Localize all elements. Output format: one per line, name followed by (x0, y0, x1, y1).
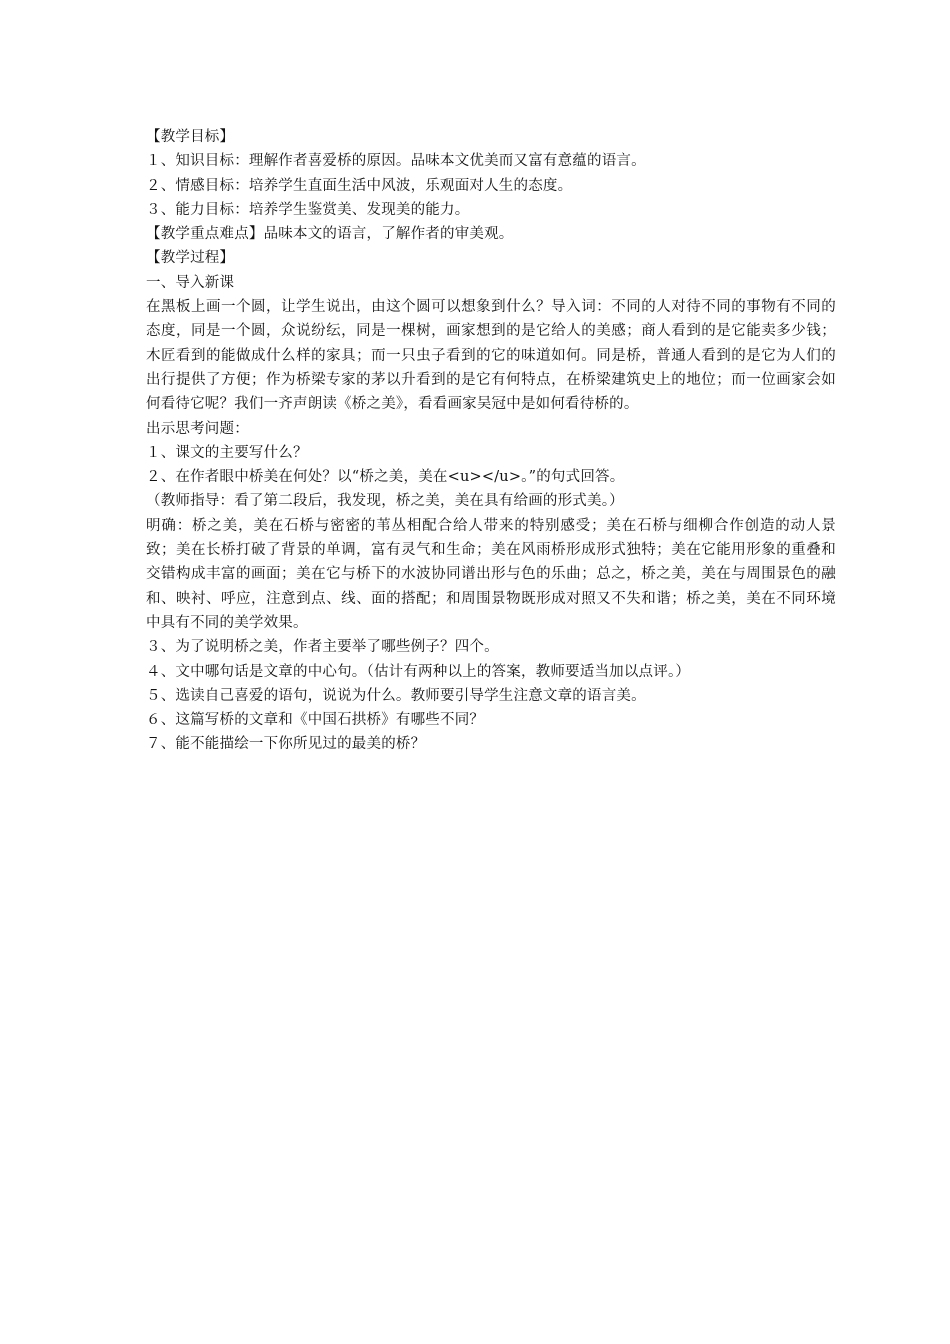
objective-knowledge: １、知识目标：理解作者喜爱桥的原因。品味本文优美而又富有意蕴的语言。 (146, 153, 646, 170)
question-5: ５、选读自己喜爱的语句，说说为什么。教师要引导学生注意文章的语言美。 (146, 687, 646, 704)
intro-paragraph: 在黑板上画一个圆，让学生说出，由这个圆可以想象到什么？导入词：不同的人对待不同的事物有不同的态度，同是一个圆，众说纷纭，同是一棵树，画家想到的是它给人的美感；商人看到的是它能卖多少钱；木匠看到的能做成什么样的家具；而一只虫子看到的它的味道如何。同是桥，普通人看到的是它为人们的出行提供了方便；作为桥梁专家的茅以升看到的是它有何特点，在桥梁建筑史上的地位；而一位画家会如何看待它呢？我们一齐声朗读《桥之美》，看看画家吴冠中是如何看待桥的。 (146, 299, 836, 413)
key-points-line: 【教学重点难点】品味本文的语言，了解作者的审美观。 (146, 226, 514, 243)
questions-intro: 出示思考问题： (146, 420, 249, 437)
heading-teaching-process: 【教学过程】 (146, 250, 235, 267)
question-1: １、课文的主要写什么？ (146, 444, 308, 461)
lesson-plan-document (146, 125, 836, 757)
question-2: ２、在作者眼中桥美在何处？以“桥之美，美在<u></u>。”的句式回答。 (146, 469, 625, 486)
teacher-guidance: （教师指导：看了第二段后，我发现，桥之美，美在具有给画的形式美。） (146, 493, 624, 510)
question-3: ３、为了说明桥之美，作者主要举了哪些例子？四个。 (146, 639, 499, 656)
section-introduction: 一、导入新课 (146, 274, 235, 291)
objective-emotion: ２、情感目标：培养学生直面生活中风波，乐观面对人生的态度。 (146, 177, 573, 194)
objective-ability: ３、能力目标：培养学生鉴赏美、发现美的能力。 (146, 201, 470, 218)
question-7: ７、能不能描绘一下你所见过的最美的桥？ (146, 736, 426, 753)
question-4: ４、文中哪句话是文章的中心句。（估计有两种以上的答案，教师要适当加以点评。） (146, 663, 691, 680)
heading-teaching-objectives: 【教学目标】 (146, 129, 235, 145)
question-6: ６、这篇写桥的文章和《中国石拱桥》有哪些不同？ (146, 712, 485, 729)
clarification-paragraph: 明确：桥之美，美在石桥与密密的苇丛相配合给人带来的特别感受；美在石桥与细柳合作创造的动人景致；美在长桥打破了背景的单调，富有灵气和生命；美在风雨桥形成形式独特；美在它能用形象的重叠和交错构成丰富的画面；美在它与桥下的水波协同谱出形与色的乐曲；总之，桥之美，美在与周围景色的融和、映衬、呼应，注意到点、线、面的搭配；和周围景物既形成对照又不失和谐；桥之美，美在不同环境中具有不同的美学效果。 (146, 517, 836, 631)
